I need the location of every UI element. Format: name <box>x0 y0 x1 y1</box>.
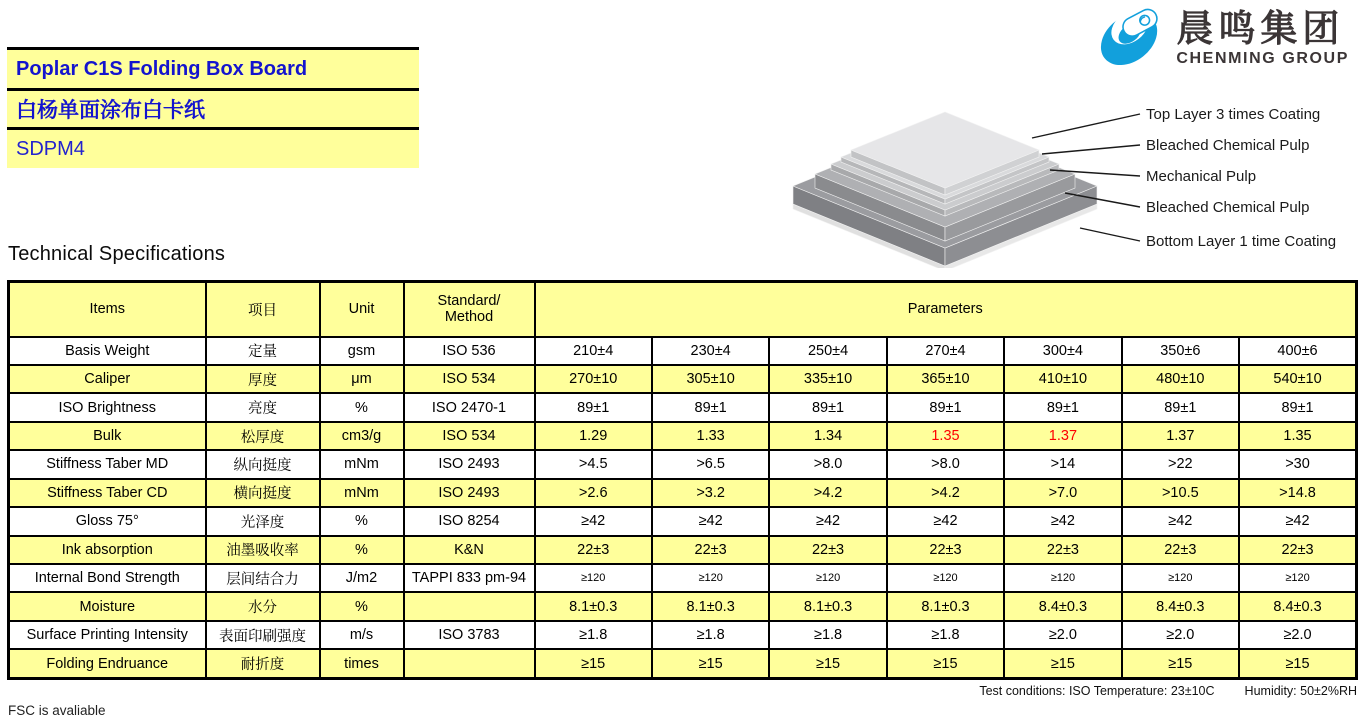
product-title-zh: 白杨单面涂布白卡纸 <box>16 98 205 122</box>
cell-value: >4.2 <box>769 479 886 507</box>
cell-standard: TAPPI 833 pm-94 <box>404 564 535 592</box>
cell-value: ≥42 <box>769 507 886 535</box>
cell-zh: 光泽度 <box>206 507 320 535</box>
cell-value: 270±10 <box>535 365 652 393</box>
cell-zh: 耐折度 <box>206 649 320 678</box>
section-title: Technical Specifications <box>8 243 226 265</box>
test-conditions <box>979 684 1357 698</box>
cell-unit: mNm <box>320 450 404 478</box>
cell-value: 8.4±0.3 <box>1122 592 1239 620</box>
cell-value: ≥42 <box>1122 507 1239 535</box>
cell-value: 22±3 <box>535 536 652 564</box>
cell-value: ≥2.0 <box>1122 621 1239 649</box>
cell-value: ≥120 <box>769 564 886 592</box>
cell-unit: % <box>320 536 404 564</box>
cell-value: >14.8 <box>1239 479 1356 507</box>
cell-value: 22±3 <box>1239 536 1356 564</box>
cell-value: ≥120 <box>1004 564 1121 592</box>
header-item-zh: 项目 <box>206 282 320 337</box>
cell-value: ≥1.8 <box>535 621 652 649</box>
cell-standard: ISO 8254 <box>404 507 535 535</box>
cell-item: Basis Weight <box>9 337 206 365</box>
cell-value: ≥15 <box>535 649 652 678</box>
cell-value: >3.2 <box>652 479 769 507</box>
cell-value: 1.37 <box>1004 422 1121 450</box>
cell-value: >4.5 <box>535 450 652 478</box>
cell-value: ≥15 <box>1004 649 1121 678</box>
layer-label-top-coating: Top Layer 3 times Coating <box>1146 106 1321 123</box>
cell-value: 305±10 <box>652 365 769 393</box>
cell-value: 335±10 <box>769 365 886 393</box>
cell-value: >22 <box>1122 450 1239 478</box>
cell-value: 480±10 <box>1122 365 1239 393</box>
cell-value: ≥2.0 <box>1239 621 1356 649</box>
cell-zh: 横向挺度 <box>206 479 320 507</box>
table-row <box>9 337 1357 365</box>
cell-unit: % <box>320 592 404 620</box>
callout-line-top-coating <box>1032 114 1140 138</box>
cell-standard: ISO 534 <box>404 365 535 393</box>
cell-item: Surface Printing Intensity <box>9 621 206 649</box>
cell-value: 89±1 <box>652 393 769 421</box>
cell-zh: 水分 <box>206 592 320 620</box>
cell-zh: 亮度 <box>206 393 320 421</box>
cell-value: ≥120 <box>1239 564 1356 592</box>
cell-value: 8.4±0.3 <box>1004 592 1121 620</box>
cell-value: 410±10 <box>1004 365 1121 393</box>
header-parameters: Parameters <box>535 282 1357 337</box>
cell-value: 1.35 <box>1239 422 1356 450</box>
chenming-logo-icon <box>1096 6 1166 72</box>
cell-standard <box>404 592 535 620</box>
cell-value: ≥42 <box>1239 507 1356 535</box>
cell-value: 89±1 <box>1239 393 1356 421</box>
cell-value: 250±4 <box>769 337 886 365</box>
cell-item: Bulk <box>9 422 206 450</box>
cell-value: 8.1±0.3 <box>769 592 886 620</box>
cell-standard: ISO 534 <box>404 422 535 450</box>
cell-value: 8.1±0.3 <box>535 592 652 620</box>
cell-item: Internal Bond Strength <box>9 564 206 592</box>
table-row <box>9 564 1357 592</box>
cell-value: ≥42 <box>535 507 652 535</box>
cell-standard: ISO 2493 <box>404 479 535 507</box>
table-header-row <box>9 282 1357 337</box>
product-title-en-row <box>7 47 419 88</box>
cell-value: 89±1 <box>535 393 652 421</box>
logo-name-en: CHENMING GROUP <box>1176 50 1349 68</box>
cell-item: Stiffness Taber MD <box>9 450 206 478</box>
cell-unit: cm3/g <box>320 422 404 450</box>
cell-value: 22±3 <box>769 536 886 564</box>
table-row <box>9 479 1357 507</box>
cell-value: 8.1±0.3 <box>652 592 769 620</box>
cell-unit: m/s <box>320 621 404 649</box>
table-row <box>9 592 1357 620</box>
cell-zh: 层间结合力 <box>206 564 320 592</box>
table-row <box>9 365 1357 393</box>
cell-value: >30 <box>1239 450 1356 478</box>
spec-table <box>7 280 1358 680</box>
cell-value: 1.29 <box>535 422 652 450</box>
cell-value: 400±6 <box>1239 337 1356 365</box>
product-title-zh-row <box>7 88 419 127</box>
cell-value: 230±4 <box>652 337 769 365</box>
cell-value: 22±3 <box>1004 536 1121 564</box>
company-logo <box>1096 6 1349 72</box>
cell-value: 89±1 <box>1122 393 1239 421</box>
cell-value: 210±4 <box>535 337 652 365</box>
cell-value: 1.33 <box>652 422 769 450</box>
cell-value: ≥2.0 <box>1004 621 1121 649</box>
cell-value: ≥15 <box>887 649 1004 678</box>
product-model: SDPM4 <box>16 137 85 160</box>
layer-label-bottom-coating: Bottom Layer 1 time Coating <box>1146 233 1337 250</box>
cell-value: ≥120 <box>652 564 769 592</box>
cell-item: Folding Endruance <box>9 649 206 678</box>
table-row <box>9 621 1357 649</box>
fsc-note: FSC is avaliable <box>8 703 106 718</box>
table-row <box>9 649 1357 678</box>
cell-value: 350±6 <box>1122 337 1239 365</box>
cell-unit: J/m2 <box>320 564 404 592</box>
logo-name-zh: 晨鸣集团 <box>1176 7 1345 51</box>
cell-value: 89±1 <box>887 393 1004 421</box>
cell-value: 22±3 <box>887 536 1004 564</box>
table-row <box>9 393 1357 421</box>
cell-zh: 油墨吸收率 <box>206 536 320 564</box>
cell-item: Stiffness Taber CD <box>9 479 206 507</box>
cell-value: >10.5 <box>1122 479 1239 507</box>
cell-value: 89±1 <box>769 393 886 421</box>
callout-line-bleached-upper <box>1042 145 1140 154</box>
cell-standard: ISO 2493 <box>404 450 535 478</box>
cell-zh: 厚度 <box>206 365 320 393</box>
cell-value: ≥120 <box>535 564 652 592</box>
test-conditions-text: Test conditions: ISO Temperature: 23±10C <box>979 684 1215 698</box>
cell-standard <box>404 649 535 678</box>
table-row <box>9 507 1357 535</box>
header-items: Items <box>9 282 206 337</box>
layer-label-bleached-lower: Bleached Chemical Pulp <box>1146 199 1310 216</box>
cell-item: Moisture <box>9 592 206 620</box>
cell-standard: ISO 2470-1 <box>404 393 535 421</box>
cell-value: ≥15 <box>1122 649 1239 678</box>
cell-zh: 表面印刷强度 <box>206 621 320 649</box>
cell-value: >6.5 <box>652 450 769 478</box>
cell-standard: K&N <box>404 536 535 564</box>
table-row <box>9 422 1357 450</box>
spec-table-body <box>9 337 1357 679</box>
cell-zh: 定量 <box>206 337 320 365</box>
cell-standard: ISO 3783 <box>404 621 535 649</box>
cell-zh: 松厚度 <box>206 422 320 450</box>
cell-value: >8.0 <box>887 450 1004 478</box>
board-layer-diagram <box>780 98 1365 268</box>
cell-value: 1.34 <box>769 422 886 450</box>
product-title-block <box>7 47 419 168</box>
cell-value: 22±3 <box>652 536 769 564</box>
cell-item: Ink absorption <box>9 536 206 564</box>
cell-value: >7.0 <box>1004 479 1121 507</box>
table-row <box>9 536 1357 564</box>
cell-value: >8.0 <box>769 450 886 478</box>
cell-unit: % <box>320 393 404 421</box>
product-model-row <box>7 127 419 168</box>
cell-zh: 纵向挺度 <box>206 450 320 478</box>
header-standard: Standard/ Method <box>404 282 535 337</box>
cell-item: Gloss 75° <box>9 507 206 535</box>
layer-label-bleached-upper: Bleached Chemical Pulp <box>1146 137 1310 154</box>
cell-unit: times <box>320 649 404 678</box>
cell-value: ≥120 <box>1122 564 1239 592</box>
cell-value: ≥42 <box>887 507 1004 535</box>
cell-value: ≥1.8 <box>769 621 886 649</box>
cell-item: Caliper <box>9 365 206 393</box>
cell-value: ≥42 <box>652 507 769 535</box>
cell-value: >4.2 <box>887 479 1004 507</box>
product-title-en: Poplar C1S Folding Box Board <box>16 57 308 80</box>
cell-value: ≥120 <box>887 564 1004 592</box>
cell-standard: ISO 536 <box>404 337 535 365</box>
cell-value: ≥15 <box>769 649 886 678</box>
humidity-text: Humidity: 50±2%RH <box>1244 684 1357 698</box>
cell-value: ≥1.8 <box>652 621 769 649</box>
cell-value: 300±4 <box>1004 337 1121 365</box>
cell-value: ≥1.8 <box>887 621 1004 649</box>
cell-value: 270±4 <box>887 337 1004 365</box>
cell-value: 22±3 <box>1122 536 1239 564</box>
layer-label-mechanical: Mechanical Pulp <box>1146 168 1257 185</box>
callout-line-bottom-coating <box>1080 228 1140 241</box>
cell-unit: mNm <box>320 479 404 507</box>
cell-value: 540±10 <box>1239 365 1356 393</box>
cell-unit: μm <box>320 365 404 393</box>
cell-value: 89±1 <box>1004 393 1121 421</box>
cell-value: >14 <box>1004 450 1121 478</box>
cell-unit: gsm <box>320 337 404 365</box>
cell-value: 8.4±0.3 <box>1239 592 1356 620</box>
cell-value: 1.37 <box>1122 422 1239 450</box>
cell-value: ≥42 <box>1004 507 1121 535</box>
cell-value: >2.6 <box>535 479 652 507</box>
cell-item: ISO Brightness <box>9 393 206 421</box>
cell-value: ≥15 <box>1239 649 1356 678</box>
cell-value: 365±10 <box>887 365 1004 393</box>
header-unit: Unit <box>320 282 404 337</box>
cell-unit: % <box>320 507 404 535</box>
cell-value: 1.35 <box>887 422 1004 450</box>
cell-value: 8.1±0.3 <box>887 592 1004 620</box>
cell-value: ≥15 <box>652 649 769 678</box>
table-row <box>9 450 1357 478</box>
